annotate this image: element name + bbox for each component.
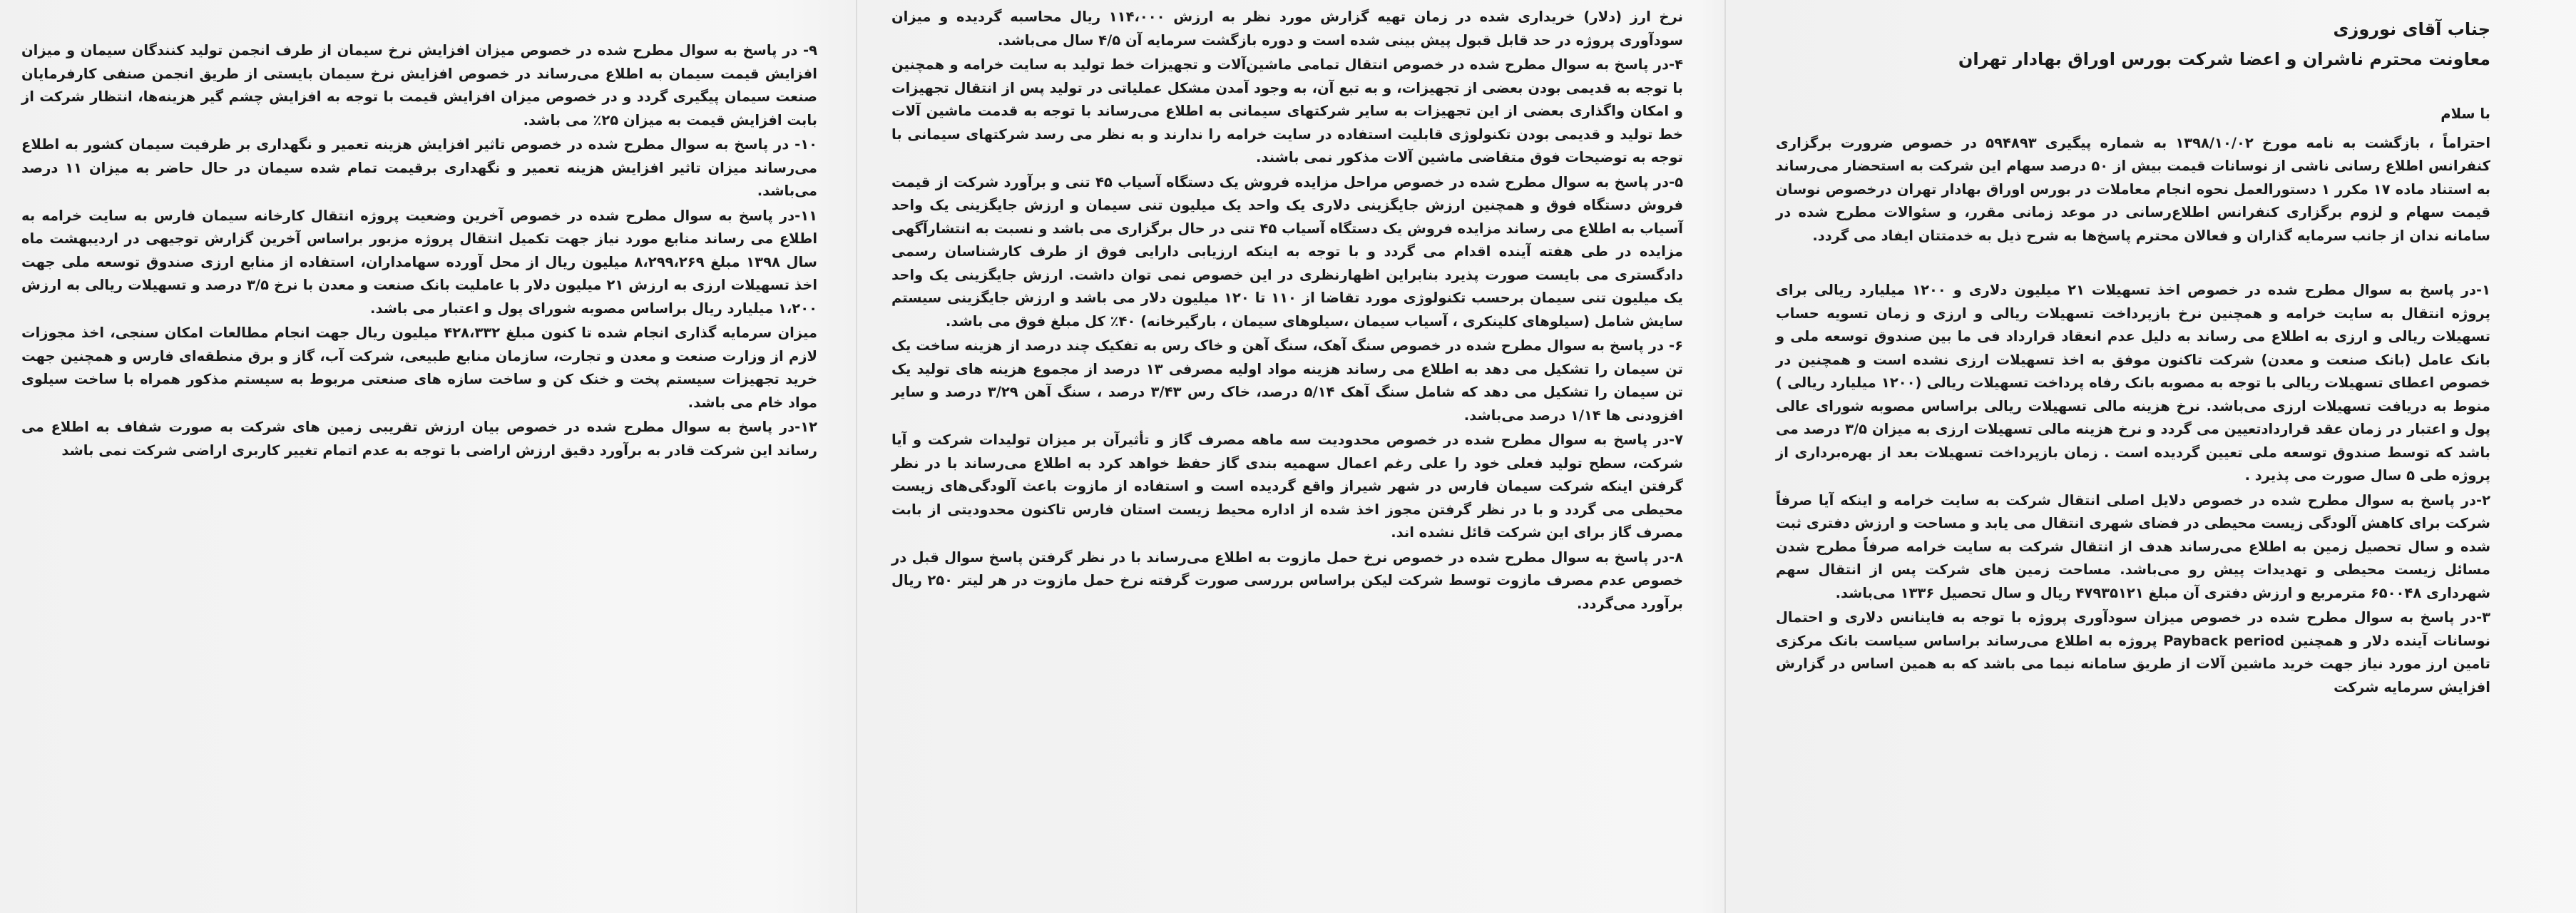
answer-5: ۵-در پاسخ به سوال مطرح شده در خصوص مراحل مزایده فروش یک دستگاه آسیاب ۴۵ تنی و برآورد شرکت از قیمت فروش دستگاه فوق و همچنین ارزش جایگزینی دلاری یک واحد یک میلیون تنی سیمان و ارزش جایگزینی یک واحد آسیاب به اطلاع می رساند مزایده فروش یک دستگاه آسیاب ۴۵ تنی در حال برگزاری می باشد و نسبت به انتشارآگهی مزایده در طی هفته آینده اقدام می گردد و با توجه به اینکه ارزیابی دارایی فوق از طرف کارشناسان رسمی دادگستری می بایست صورت پذیرد بنابراین اظهارنظری در این خصوص نمی توان داشت. ارزش جایگزینی یک واحد یک میلیون تنی سیمان برحسب تکنولوژی مورد تقاضا از ۱۱۰ تا ۱۲۰ میلیون دلار می باشد و ارزش جایگزینی سیستم سایش شامل (سیلوهای کلینکری ، آسیاب سیمان ،سیلوهای سیمان ، بارگیرخانه) ۴۰٪ کل مبلغ فوق می باشد.: [891, 173, 1683, 330]
document-column-middle: [863, 0, 1719, 913]
intro-paragraph: احتراماً ، بازگشت به نامه مورخ ۱۳۹۸/۱۰/۰۲ به شماره پیگیری ۵۹۴۸۹۳ در خصوص ضرورت برگزاری کنفرانس اطلاع رسانی ناشی از نوسانات قیمت بیش از ۵۰ درصد سهام این شرکت به استحضار می‌رساند به استناد ماده ۱۷ مکرر ۱ دستورالعمل نحوه انجام معاملات در بورس اوراق بهادار تهران درخصوص نوسان قیمت سهام و لزوم برگزاری کنفرانس اطلاع‌رسانی در موعد زمانی مقرر، و سئوالات مطرح شده در سامانه ندان از جانب سرمایه گذاران و فعالان محترم پاسخ‌ها به شرح ذیل به خدمتتان ایفاد می گردد.: [1776, 134, 2491, 244]
answer-12: ۱۲-در پاسخ به سوال مطرح شده در خصوص بیان ارزش تقریبی زمین های شرکت به صورت شفاف به اطلاع می رساند این شرکت قادر به برآورد دقیق ارزش اراضی با توجه به عدم اتمام تغییر کاربری اراضی شرکت نمی باشد: [21, 419, 817, 459]
answer-3: ۳-در پاسخ به سوال مطرح شده در خصوص میزان سودآوری پروژه با توجه به فاینانس دلاری و احتمال نوسانات آینده دلار و همچنین Payback period پروژه به اطلاع می‌رساند براساس سیاست بانک مرکزی تامین ارز مورد نیاز جهت خرید ماشین آلات از طریق سامانه نیما می باشد که به همین اساس در گزارش افزایش سرمایه شرکت: [1776, 609, 2491, 695]
document-column-right: [1733, 0, 2576, 913]
answer-3-continued: نرخ ارز (دلار) خریداری شده در زمان تهیه گزارش مورد نظر به ارزش ۱۱۴،۰۰۰ ریال محاسبه گردیده و میزان سودآوری پروژه در حد قابل قبول پیش بینی شده است و دوره بازگشت سرمایه آن ۴/۵ سال می‌باشد.: [891, 9, 1683, 49]
page-divider: [856, 0, 857, 913]
answer-11: ۱۱-در پاسخ به سوال مطرح شده در خصوص آخرین وضعیت پروژه انتقال کارخانه سیمان فارس به سایت خرامه به اطلاع می رساند منابع مورد نیاز جهت تکمیل انتقال پروژه مزبور براساس آخرین گزارش توجیهی در اردیبهشت ماه سال ۱۳۹۸ مبلغ ۸،۲۹۹،۲۶۹ میلیون ریال از محل آورده سهامداران، استفاده از منابع ارزی صندوق توسعه ملی جهت اخذ تسهیلات ارزی به ارزش ۲۱ میلیون دلار با عاملیت بانک صنعت و معدن با نرخ ۳/۵ درصد و تسهیلات ریالی به ارزش ۱،۲۰۰ میلیارد ریال براساس مصوبه شورای پول و اعتبار می باشد.: [21, 207, 817, 317]
answer-6: ۶- در پاسخ به سوال مطرح شده در خصوص سنگ آهک، سنگ آهن و خاک رس به تفکیک چند درصد از هزینه ساخت یک تن سیمان را تشکیل می دهد به اطلاع می رساند هزینه مواد اولیه مصرفی ۱۳ درصد از مجموع هزینه های تولید یک تن سیمان را تشکیل می دهد که شامل سنگ آهک ۵/۱۴ درصد، خاک رس ۳/۴۳ درصد ، سنگ آهن ۳/۲۹ درصد و سایر افزودنی ها ۱/۱۴ درصد می‌باشد.: [891, 337, 1684, 424]
answer-4: ۴-در پاسخ به سوال مطرح شده در خصوص انتقال تمامی ماشین‌آلات و تجهیزات خط تولید به سایت خرامه و همچنین با توجه به قدیمی بودن بعضی از تجهیزات، و به تبع آن، به وجود آمدن مشکل عملیاتی در تولید پس از انتقال تجهیزات و امکان واگذاری بعضی از این تجهیزات به سایر شرکتهای سیمانی به اطلاع می‌رساند با توجه به قدمت ماشین آلات خط تولید و قدیمی بودن تکنولوژی قابلیت استفاده در سایت خرامه را ندارند و به نظر می رسد شرکتهای سیمانی با توجه به توضیحات فوق متقاضی ماشین آلات مذکور نمی باشند.: [891, 56, 1683, 165]
salutation: با سلام: [2440, 106, 2490, 122]
answer-11-investment: میزان سرمایه گذاری انجام شده تا کنون مبلغ ۴۲۸،۳۳۲ میلیون ریال جهت انجام مطالعات امکان سنجی، اخذ مجوزات لازم از وزارت صنعت و معدن و تجارت، سازمان منابع طبیعی، شرکت آب، گاز و برق منطقه‌ای فارس و همچنین جهت خرید تجهیزات سیستم پخت و خنک کن و ساخت سازه های صنعتی مربوط به سیستم مذکور همراه با ساخت سیلوی مواد خام می باشد.: [21, 325, 818, 411]
answer-10: ۱۰- در پاسخ به سوال مطرح شده در خصوص تاثیر افزایش هزینه تعمیر و نگهداری بر ظرفیت سیمان کشور به اطلاع می‌رساند میزان تاثیر افزایش هزینه تعمیر و نگهداری برقیمت تمام شده سیمان در حال حاضر به میزان ۱۱ درصد می‌باشد.: [21, 136, 817, 199]
addressee-block: [1776, 14, 2490, 74]
answer-9: ۹- در پاسخ به سوال مطرح شده در خصوص میزان افزایش نرخ سیمان از طرف انجمن تولید کنندگان سیمان و میزان افزایش قیمت سیمان به اطلاع می‌رساند در خصوص افزایش نرخ سیمان بایستی از طریق انجمن صنفی کارفرمایان صنعت سیمان پیگیری گردد و در خصوص میزان افزایش قیمت با توجه به افزایش چشم گیر هزینه‌ها، انتظار شرکت از بابت افزایش قیمت به میزان ۲۵٪ می باشد.: [21, 42, 817, 128]
answer-7: ۷-در پاسخ به سوال مطرح شده در خصوص محدودیت سه ماهه مصرف گاز و تأثیرآن بر میزان تولیدات شرکت و آیا شرکت، سطح تولید فعلی خود را علی رغم اعمال سهمیه بندی گاز حفظ خواهد کرد به اطلاع می‌رساند با در نظر گرفتن اینکه شرکت سیمان فارس در شهر شیراز واقع گردیده است و استفاده از مازوت باعث آلودگی‌های زیست محیطی می گردد و با در نظر گرفتن مجوز اخذ شده از اداره محیط زیست استان فارس تاکنون محدودیتی از بابت مصرف گاز برای این شرکت قائل نشده اند.: [891, 432, 1683, 541]
page-divider: [1724, 0, 1726, 913]
answer-1: ۱-در پاسخ به سوال مطرح شده در خصوص اخذ تسهیلات ۲۱ میلیون دلاری و ۱۲۰۰ میلیارد ریالی برای پروژه انتقال به سایت خرامه و همچنین نرخ بازپرداخت تسهیلات ریالی و ارزی و زمان تسویه حساب تسهیلات ریالی و ارزی به اطلاع می رساند به دلیل عدم انعقاد قرارداد فی ما بین صندوق توسعه ملی و بانک عامل (بانک صنعت و معدن) شرکت تاکنون موفق به اخذ تسهیلات ارزی نشده است و همچنین در خصوص اعطای تسهیلات ریالی با توجه به مصوبه بانک رفاه پرداخت تسهیلات ریالی (۱۲۰۰ میلیارد ریالی ) منوط به دریافت تسهیلات ارزی می‌باشد. نرخ هزینه مالی تسهیلات ریالی براساس مصوبه شورای عالی پول و اعتبار در زمان عقد قراردادتعیین می گردد و نرخ هزینه مالی تسهیلات ارزی به میزان ۳/۵ درصد می باشد که توسط صندوق توسعه ملی تعیین گردیده است . زمان بازپرداخت تسهیلات بعد از بهره‌برداری از پروژه طی ۵ سال صورت می پذیرد .: [1776, 282, 2490, 484]
addressee-name: جناب آقای نوروزی: [2333, 19, 2490, 39]
addressee-title: معاونت محترم ناشران و اعضا شرکت بورس اوراق بهادار تهران: [1958, 49, 2490, 69]
document-column-left: [0, 0, 849, 913]
answer-8: ۸-در پاسخ به سوال مطرح شده در خصوص نرخ حمل مازوت به اطلاع می‌رساند با در نظر گرفتن پاسخ سوال قبل در خصوص عدم مصرف مازوت توسط شرکت لیکن براساس بررسی صورت گرفته نرخ حمل مازوت در هر لیتر ۲۵۰ ریال برآورد می‌گردد.: [891, 549, 1683, 612]
answer-2: ۲-در پاسخ به سوال مطرح شده در خصوص دلایل اصلی انتقال شرکت به سایت خرامه و اینکه آیا صرفاً شرکت برای کاهش آلودگی زیست محیطی در فضای شهری انتقال می یابد و مساحت و ارزش دفتری ثبت شده و سال تحصیل زمین به اطلاع می‌رساند هدف از انتقال شرکت به سایت خرامه صرفاً مطرح شدن مسائل زیست محیطی و تهدیدات پیش رو می‌باشد. مساحت زمین های شرکت پس از انتقال سهم شهرداری ۶۵۰۰۴۸ مترمربع و ارزش دفتری آن مبلغ ۴۷۹۳۵۱۲۱ ریال و سال تحصیل ۱۳۳۶ می‌باشد.: [1776, 491, 2490, 601]
